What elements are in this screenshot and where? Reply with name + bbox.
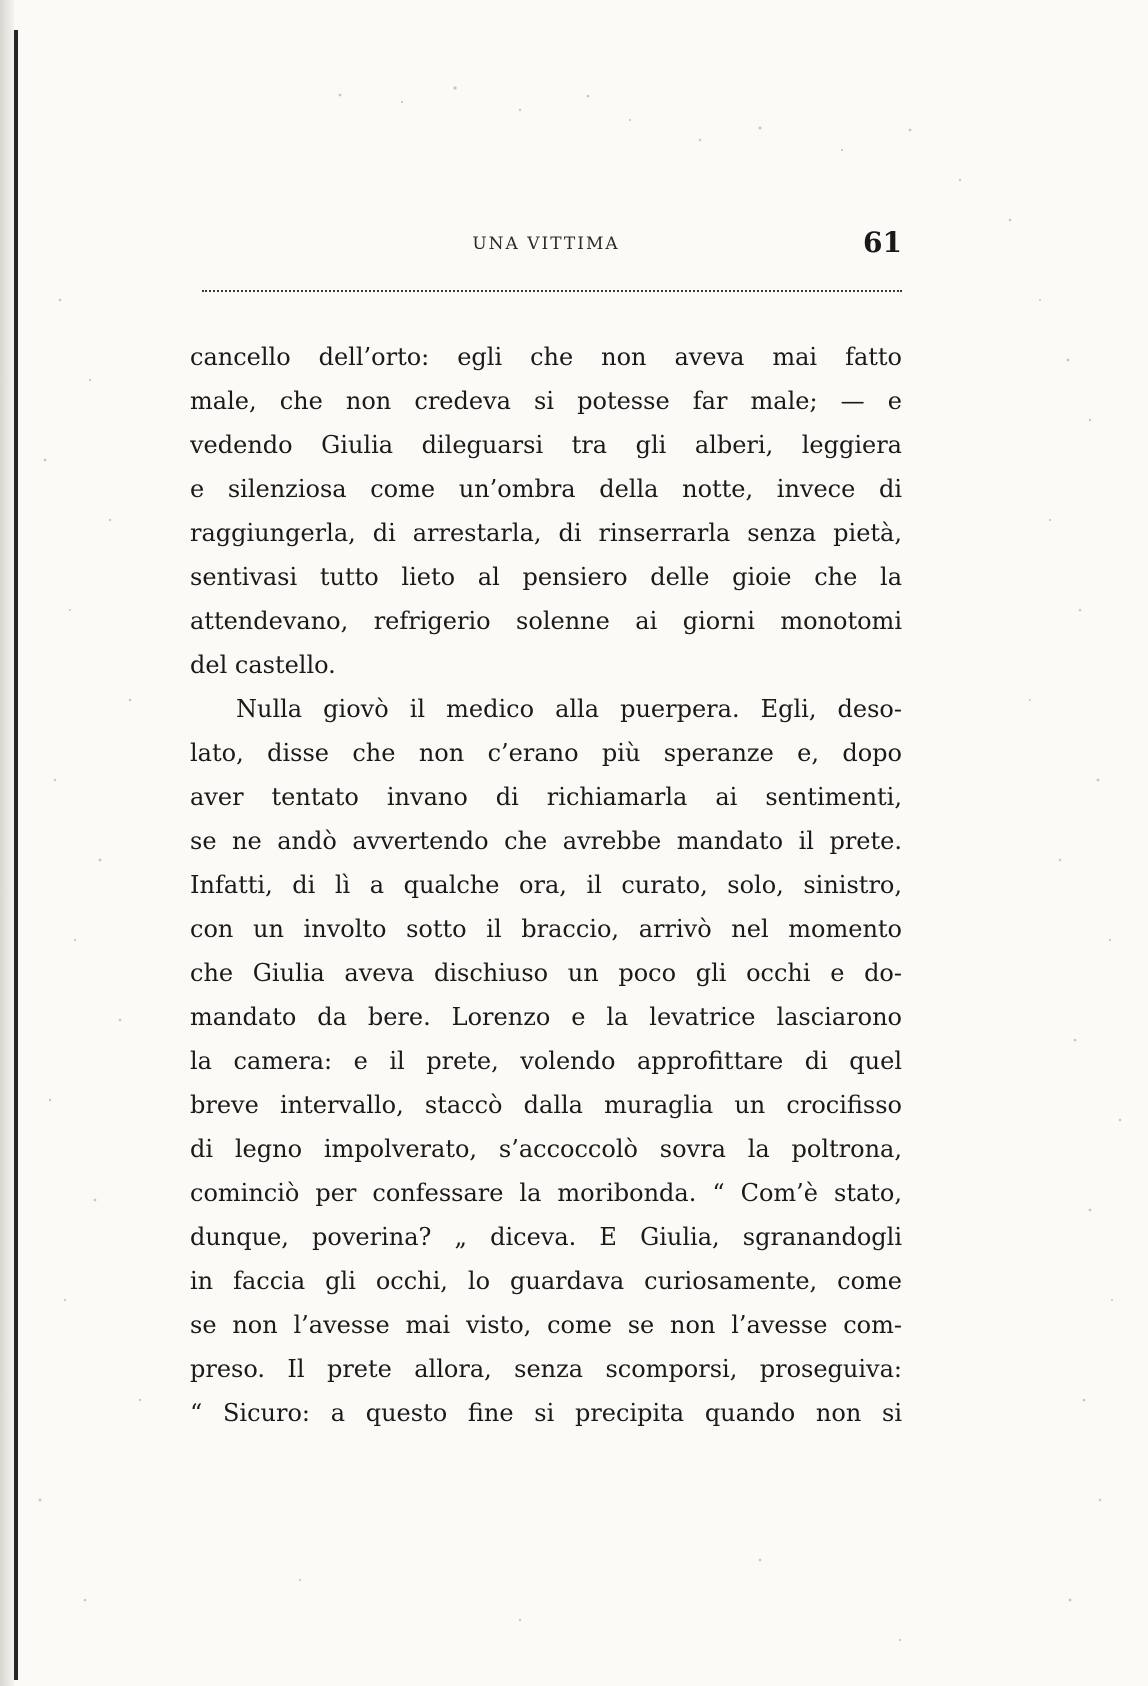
text-line: che Giulia aveva dischiuso un poco gli occhi e do- xyxy=(190,959,902,987)
text-line: se ne andò avvertendo che avrebbe mandato il prete. xyxy=(190,827,902,855)
text-line: in faccia gli occhi, lo guardava curiosamente, come xyxy=(190,1267,902,1295)
text-line: vedendo Giulia dileguarsi tra gli alberi, leggiera xyxy=(190,431,902,459)
text-line: Infatti, di lì a qualche ora, il curato, solo, sinistro, xyxy=(190,871,902,899)
text-line: Nulla giovò il medico alla puerpera. Egli, deso- xyxy=(236,695,902,723)
text-line: se non l’avesse mai visto, come se non l’avesse com- xyxy=(190,1311,902,1339)
text-line: e silenziosa come un’ombra della notte, invece di xyxy=(190,475,902,503)
header-rule xyxy=(202,290,902,292)
text-line: breve intervallo, staccò dalla muraglia un crocifisso xyxy=(190,1091,902,1119)
text-line: mandato da bere. Lorenzo e la levatrice lasciarono xyxy=(190,1003,902,1031)
running-header xyxy=(190,226,902,266)
body-text xyxy=(190,335,902,1435)
text-line: preso. Il prete allora, senza scomporsi, proseguiva: xyxy=(190,1355,902,1383)
text-line: sentivasi tutto lieto al pensiero delle gioie che la xyxy=(190,563,902,591)
text-line: “ Sicuro: a questo fine si precipita quando non si xyxy=(190,1399,902,1427)
gutter-shadow xyxy=(0,0,14,1686)
text-line: del castello. xyxy=(190,651,336,679)
page-edge-line xyxy=(14,30,18,1680)
text-line: aver tentato invano di richiamarla ai sentimenti, xyxy=(190,783,902,811)
text-line: lato, disse che non c’erano più speranze e, dopo xyxy=(190,739,902,767)
text-line: cominciò per confessare la moribonda. “ Com’è stato, xyxy=(190,1179,902,1207)
text-line: raggiungerla, di arrestarla, di rinserrarla senza pietà, xyxy=(190,519,902,547)
page-number: 61 xyxy=(863,226,902,259)
text-line: dunque, poverina? „ diceva. E Giulia, sgranandogli xyxy=(190,1223,902,1251)
text-line: di legno impolverato, s’accoccolò sovra la poltrona, xyxy=(190,1135,902,1163)
text-line: la camera: e il prete, volendo approfittare di quel xyxy=(190,1047,902,1075)
text-line: cancello dell’orto: egli che non aveva mai fatto xyxy=(190,343,902,371)
running-title: UNA VITTIMA xyxy=(472,234,620,254)
text-line: male, che non credeva si potesse far male; — e xyxy=(190,387,902,415)
text-line: con un involto sotto il braccio, arrivò nel momento xyxy=(190,915,902,943)
text-line: attendevano, refrigerio solenne ai giorni monotomi xyxy=(190,607,902,635)
